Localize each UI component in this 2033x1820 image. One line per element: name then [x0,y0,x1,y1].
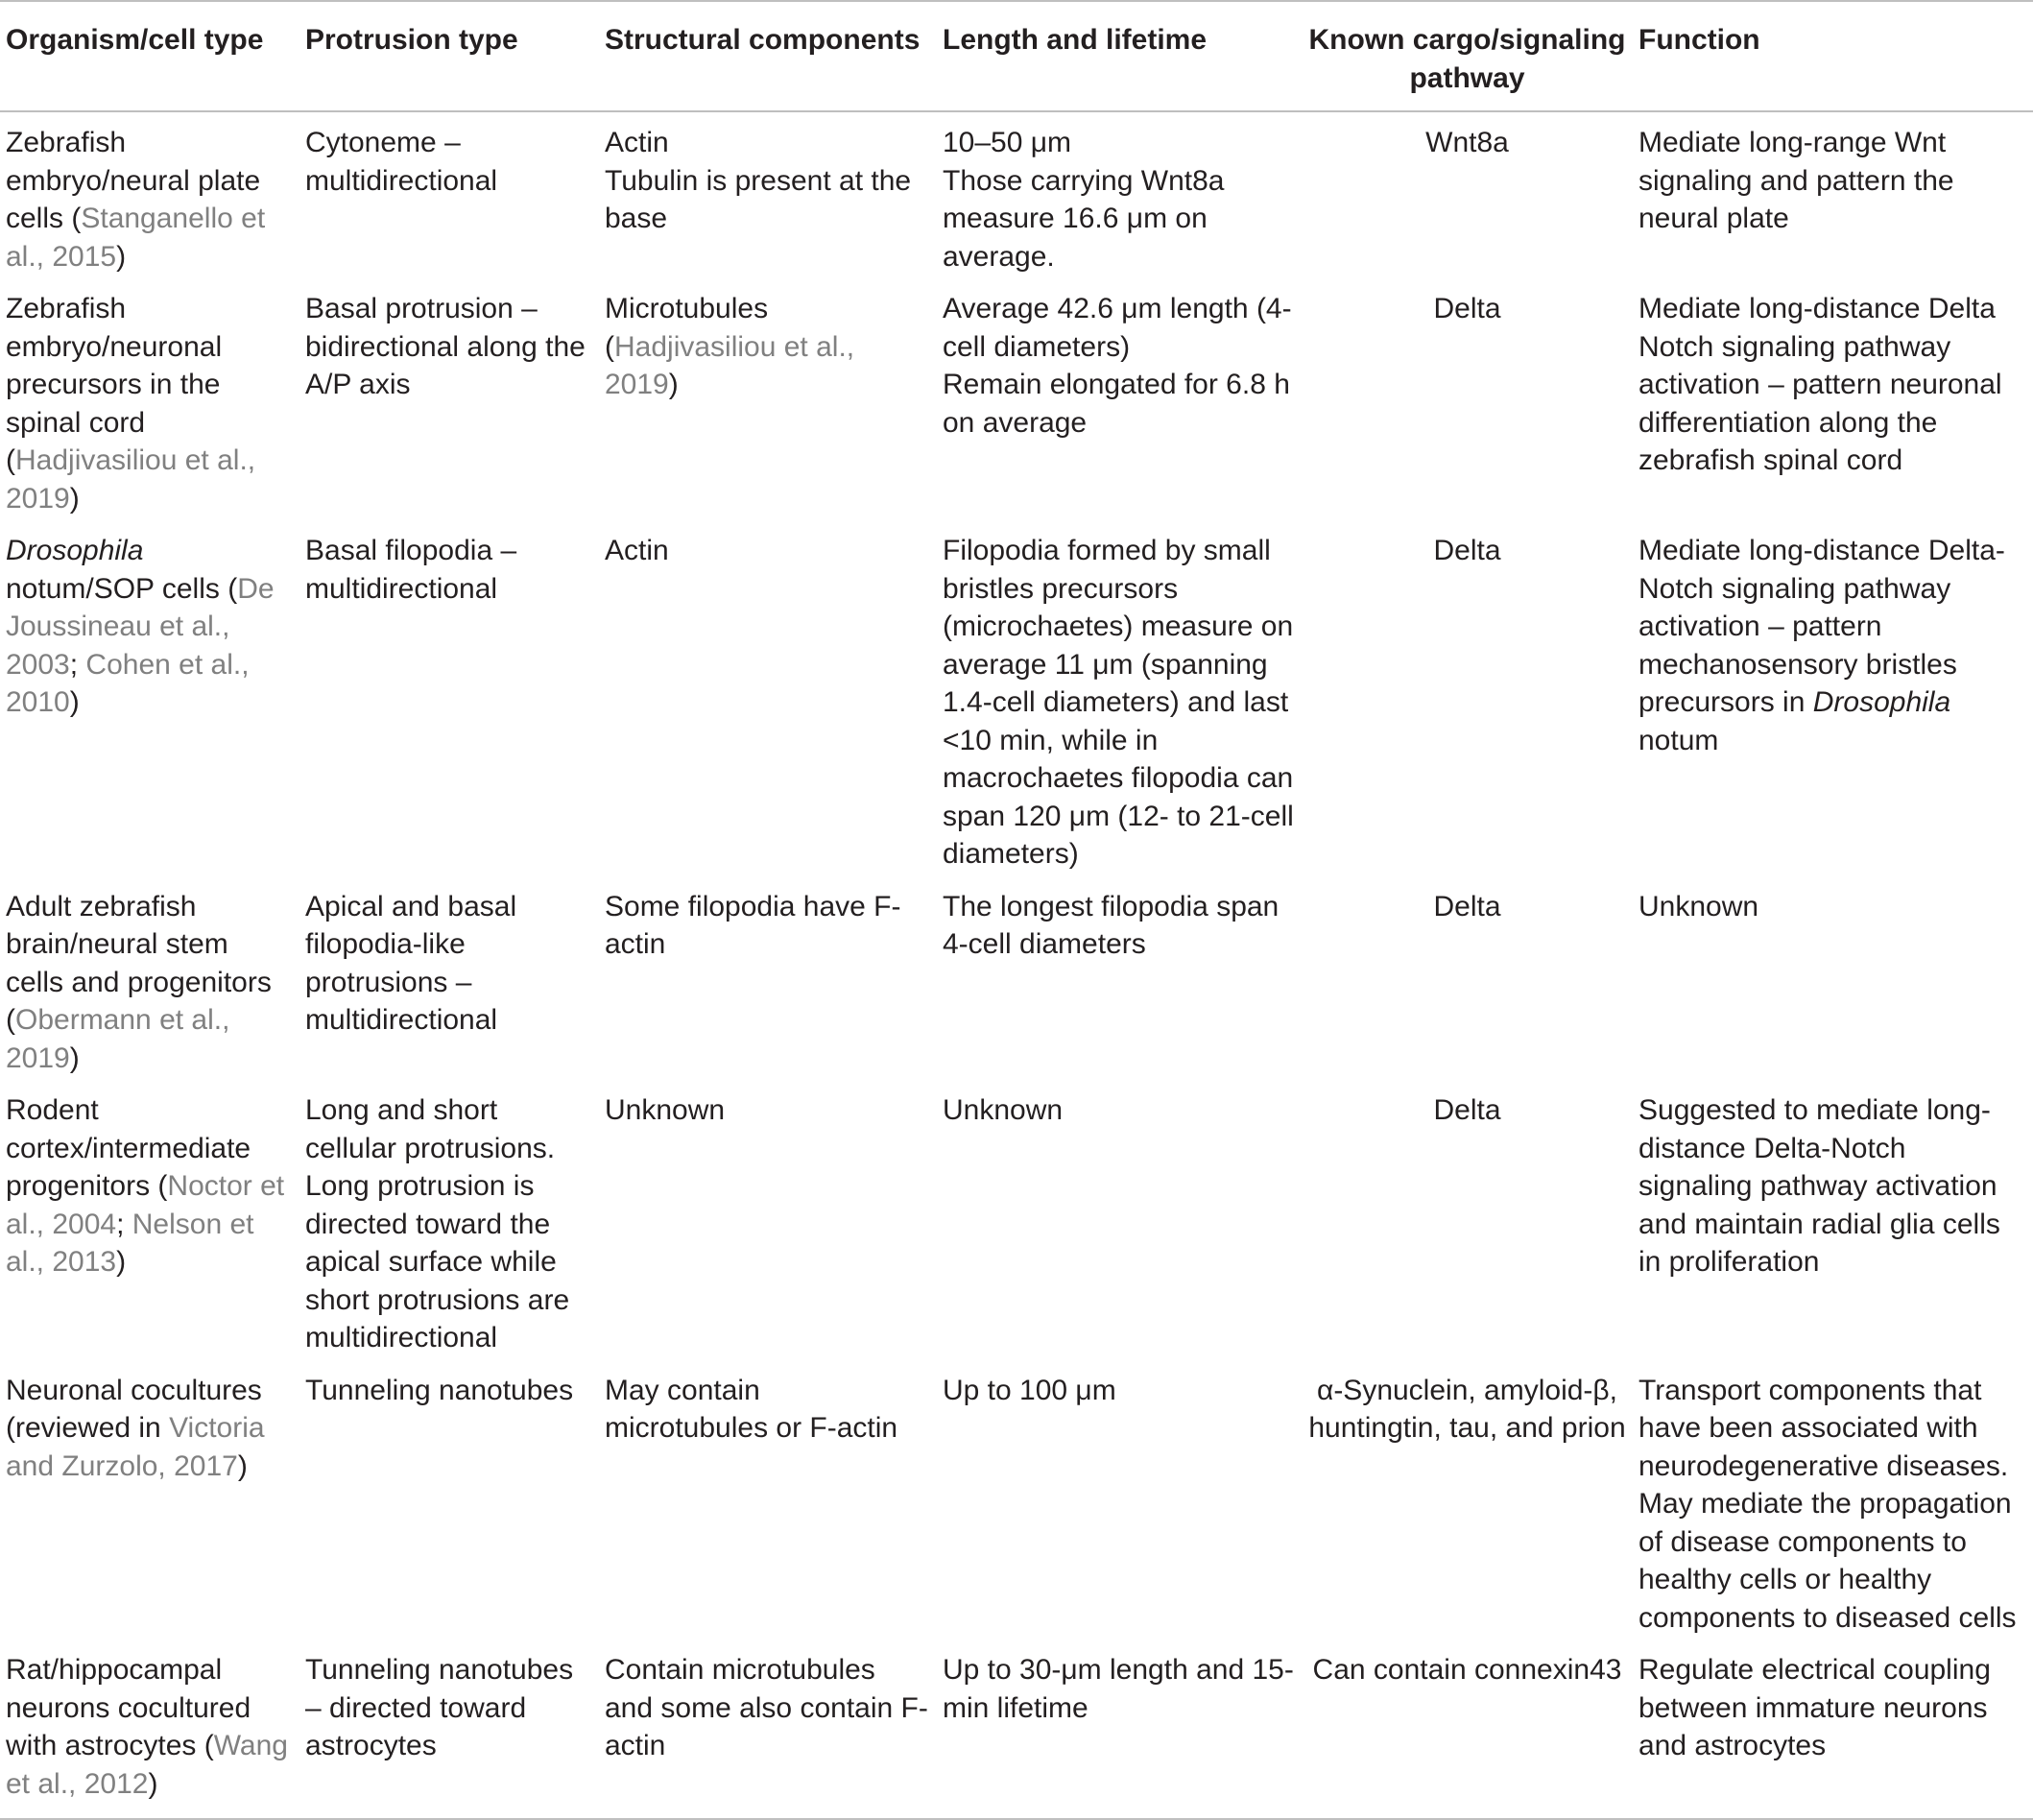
organism-prefix: reviewed in [15,1412,170,1444]
organism-text: notum/SOP cells [6,572,220,605]
header-structural: Structural components [599,1,937,111]
length-line: Average 42.6 μm length (4-cell diameters) [943,293,1292,363]
cell-length: Filopodia formed by small bristles precursors (microchaetes) measure on average 11 μm (spanning 1.4-cell diameters) and last <10 min, while in macrochaetes filopodia can span 120 μm (12- to 21-cell diameters) [943,535,1294,870]
cell-function: Mediate long-range Wnt signaling and pattern the neural plate [1638,127,1954,234]
cell-organism: Zebrafish embryo/neuronal precursors in the spinal cord (Hadjivasiliou et al., 2019) [6,293,256,515]
cell-length: Up to 30-μm length and 15-min lifetime [937,1643,1302,1819]
organism-genus: Drosophila [6,535,144,566]
function-genus: Drosophila [1812,686,1951,718]
citation-link[interactable]: Noctor et al., 2004 [6,1170,285,1240]
organism-text: Rodent cortex/intermediate progenitors [6,1094,251,1202]
organism-text: Adult zebrafish brain/neural stem cells and progenitors [6,890,272,998]
cell-length [937,282,1302,524]
length-line: 10–50 μm [943,127,1072,158]
header-function: Function [1633,1,2033,111]
cell-organism: Adult zebrafish brain/neural stem cells and progenitors (Obermann et al., 2019) [6,890,272,1074]
cell-structural: Actin [605,535,669,566]
cell-protrusion: Tunneling nanotubes – directed toward astrocytes [299,1643,599,1819]
cell-cargo: α-Synuclein, amyloid-β, huntingtin, tau, and prion [1308,1374,1626,1444]
cell-cargo: Wnt8a [1425,127,1509,158]
table-header [0,1,2033,111]
cell-length: Up to 100 μm [943,1374,1116,1406]
cell-protrusion: Basal protrusion – bidirectional along the A/P axis [305,293,586,400]
cell-length [937,111,1302,282]
citation-link[interactable]: Hadjivasiliou et al., 2019 [6,444,256,515]
table-row [0,1364,2033,1644]
cell-cargo: Delta [1433,890,1501,922]
header-length: Length and lifetime [937,1,1302,111]
structural-line: Tubulin is present at the base [605,164,912,234]
organism-text: Zebrafish embryo/neural plate cells [6,127,261,234]
cell-structural: Contain microtubules and some also contain F-actin [599,1643,937,1819]
citation-link[interactable]: Wang et al., 2012 [6,1730,288,1800]
citation-link[interactable]: Nelson et al., 2013 [6,1208,254,1278]
cell-cargo: Can contain connexin43 [1302,1643,1633,1819]
header-organism: Organism/cell type [0,1,299,111]
citation-link[interactable]: Obermann et al., 2019 [6,1004,230,1074]
cell-cargo: Delta [1433,293,1501,324]
organism-text: Neuronal cocultures [6,1374,262,1406]
cell-cargo: Delta [1433,535,1501,566]
function-text: Mediate long-distance Delta-Notch signaling pathway activation – pattern mechanosensory bristles precursors in [1638,535,2005,718]
cell-protrusion: Basal filopodia – multidirectional [305,535,517,605]
citation-link[interactable]: Stanganello et al., 2015 [6,203,266,273]
cell-function: Mediate long-distance Delta Notch signaling pathway activation – pattern neuronal differentiation along the zebrafish spinal cord [1638,293,2002,476]
cell-organism: Rodent cortex/intermediate progenitors (Noctor et al., 2004; Nelson et al., 2013) [6,1094,285,1278]
cell-structural: Some filopodia have F-actin [605,890,901,960]
cell-function: Regulate electrical coupling between immature neurons and astrocytes [1633,1643,2033,1819]
cell-protrusion: Cytoneme – multidirectional [305,127,498,197]
cell-function: Suggested to mediate long-distance Delta-Notch signaling pathway activation and maintain radial glia cells in proliferation [1638,1094,2000,1278]
organism-text: Zebrafish embryo/neuronal precursors in the spinal cord [6,293,223,439]
cell-length: Unknown [943,1094,1064,1126]
table-row [0,282,2033,524]
structural-text: Microtubules [605,293,769,324]
cell-organism: Drosophila notum/SOP cells (De Joussineau et al., 2003; Cohen et al., 2010) [6,535,275,718]
cell-structural: Unknown [605,1094,726,1126]
cell-cargo: Delta [1433,1094,1501,1126]
header-protrusion: Protrusion type [299,1,599,111]
function-text: notum [1638,724,1719,756]
cell-function [1633,524,2033,880]
cell-structural: May contain microtubules or F-actin [605,1374,898,1444]
cell-function: Transport components that have been associated with neurodegenerative diseases. May mediate the propagation of disease components to healthy cells or healthy components to diseased cells [1638,1374,2017,1634]
length-line: Those carrying Wnt8a measure 16.6 μm on average. [943,164,1225,273]
structural-line: Actin [605,127,669,158]
cell-structural: Microtubules (Hadjivasiliou et al., 2019) [605,293,855,400]
cell-protrusion: Long and short cellular protrusions. Long protrusion is directed toward the apical surface while short protrusions are multidirectional [305,1094,570,1353]
table-body [0,111,2033,1819]
header-cargo: Known cargo/signaling pathway [1302,1,1633,111]
citation-link[interactable]: Victoria and Zurzolo, 2017 [6,1412,265,1482]
length-line: Remain elongated for 6.8 h on average [943,369,1290,439]
table-row [0,524,2033,880]
cell-protrusion: Tunneling nanotubes [305,1374,574,1406]
header-row [0,1,2033,111]
cell-organism: Rat/hippocampal neurons cocultured with astrocytes (Wang et al., 2012) [0,1643,299,1819]
table-row [0,1643,2033,1819]
cell-structural [599,111,937,282]
citation-link[interactable]: Hadjivasiliou et al., 2019 [605,330,855,400]
table-row [0,880,2033,1085]
cell-length: The longest filopodia span 4-cell diameters [943,890,1280,960]
cell-organism: Zebrafish embryo/neural plate cells (Stanganello et al., 2015) [6,127,266,273]
cell-organism: Neuronal cocultures (reviewed in Victoria and Zurzolo, 2017) [6,1374,265,1482]
citation-link[interactable]: Cohen et al., 2010 [6,648,250,718]
organism-text: Rat/hippocampal neurons cocultured with astrocytes [6,1654,251,1761]
table-row [0,1084,2033,1364]
cell-function: Unknown [1638,890,1759,922]
cell-protrusion: Apical and basal filopodia-like protrusions – multidirectional [305,890,517,1036]
table-row [0,111,2033,282]
citation-link[interactable]: De Joussineau et al., 2003 [6,572,275,681]
